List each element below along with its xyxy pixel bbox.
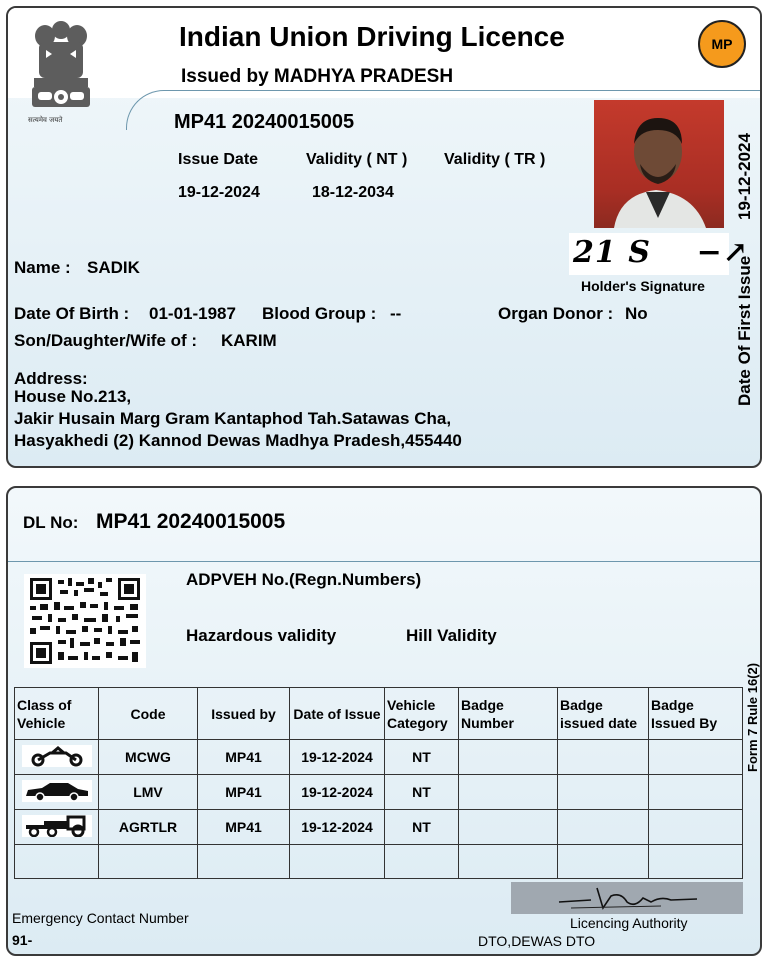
- dl-number: MP41 20240015005: [174, 111, 355, 133]
- relation-value: KARIM: [221, 331, 277, 350]
- code-cell: LMV: [99, 775, 198, 810]
- hazardous-validity-label: Hazardous validity: [186, 626, 337, 645]
- address-line-1: House No.213,: [14, 387, 132, 406]
- table-row: [15, 740, 743, 775]
- licence-front-card: [6, 6, 762, 468]
- licencing-authority-label: Licencing Authority: [570, 915, 688, 931]
- table-header: Badge Issued By: [649, 688, 743, 740]
- issued-by-cell: MP41: [198, 740, 290, 775]
- vehicle-category-cell: NT: [385, 740, 459, 775]
- badge-number-cell: [459, 810, 558, 845]
- address-label: Address:: [14, 369, 88, 388]
- code-cell: AGRTLR: [99, 810, 198, 845]
- motorcycle-icon: [22, 745, 92, 767]
- national-emblem-icon: [26, 16, 96, 120]
- date-of-issue-cell: 19-12-2024: [290, 810, 385, 845]
- date-of-issue-cell: 19-12-2024: [290, 775, 385, 810]
- dob-label: Date Of Birth :: [14, 304, 130, 323]
- issue-date-label: Issue Date: [178, 151, 259, 168]
- emergency-contact-label: Emergency Contact Number: [12, 910, 189, 926]
- validity-tr-label: Validity ( TR ): [444, 151, 546, 168]
- holder-signature-image: [569, 233, 749, 275]
- badge-date-cell: [558, 810, 649, 845]
- vehicle-category-cell: NT: [385, 810, 459, 845]
- qr-code: [24, 574, 146, 668]
- table-header: Date of Issue: [290, 688, 385, 740]
- adpveh-label: ADPVEH No.(Regn.Numbers): [186, 570, 422, 589]
- table-header: Badge issued date: [558, 688, 649, 740]
- licence-back-card: [6, 486, 762, 956]
- empty-cell: [290, 845, 385, 879]
- organ-donor-value: No: [625, 304, 648, 323]
- back-dl-number: MP41 20240015005: [96, 510, 286, 533]
- table-header: Class of Vehicle: [15, 688, 99, 740]
- badge-date-cell: [558, 775, 649, 810]
- vehicle-category-cell: NT: [385, 775, 459, 810]
- emblem-motto: सत्यमेव जयते: [28, 116, 63, 124]
- empty-cell: [198, 845, 290, 879]
- organ-donor-label: Organ Donor :: [498, 304, 614, 323]
- badge-number-cell: [459, 775, 558, 810]
- validity-nt-label: Validity ( NT ): [306, 151, 408, 168]
- badge-by-cell: [649, 775, 743, 810]
- dob-value: 01-01-1987: [149, 304, 236, 323]
- table-row: [15, 810, 743, 845]
- address-line-3: Hasyakhedi (2) Kannod Dewas Madhya Pradesh,455440: [14, 431, 462, 450]
- blood-group-value: --: [390, 304, 402, 323]
- validity-nt-value: 18-12-2034: [312, 184, 394, 201]
- empty-cell: [15, 845, 99, 879]
- tractor-icon: [22, 815, 92, 837]
- address-line-2: Jakir Husain Marg Gram Kantaphod Tah.Satawas Cha,: [14, 409, 452, 428]
- dl-number-label: DL No:: [23, 513, 79, 532]
- signature-scrawl: 21 S −↗: [573, 235, 749, 270]
- name-label: Name :: [14, 258, 71, 277]
- empty-cell: [99, 845, 198, 879]
- empty-cell: [558, 845, 649, 879]
- empty-cell: [649, 845, 743, 879]
- badge-date-cell: [558, 740, 649, 775]
- issue-date-value: 19-12-2024: [178, 184, 260, 201]
- code-cell: MCWG: [99, 740, 198, 775]
- table-header-row: [15, 688, 743, 740]
- vehicle-class-cell: [15, 775, 99, 810]
- holder-photo: [594, 100, 724, 228]
- hill-validity-label: Hill Validity: [406, 626, 497, 645]
- card-title: Indian Union Driving Licence: [179, 21, 565, 52]
- badge-by-cell: [649, 740, 743, 775]
- badge-by-cell: [649, 810, 743, 845]
- signature-label: Holder's Signature: [581, 278, 705, 294]
- badge-number-cell: [459, 740, 558, 775]
- empty-cell: [385, 845, 459, 879]
- table-row: [15, 775, 743, 810]
- issued-by-cell: MP41: [198, 810, 290, 845]
- empty-cell: [459, 845, 558, 879]
- emergency-contact-value: 91-: [12, 932, 33, 948]
- vehicle-class-table: [14, 687, 743, 879]
- vehicle-class-cell: [15, 810, 99, 845]
- table-row-empty: [15, 845, 743, 879]
- holder-name: SADIK: [87, 258, 140, 277]
- blood-group-label: Blood Group :: [262, 304, 377, 323]
- authority-signature-image: [511, 882, 743, 914]
- form-rule-label: Form 7 Rule 16(2): [745, 662, 760, 772]
- issued-by-cell: MP41: [198, 775, 290, 810]
- relation-label: Son/Daughter/Wife of :: [14, 331, 198, 350]
- table-header: Badge Number: [459, 688, 558, 740]
- issuing-state: Issued by MADHYA PRADESH: [181, 66, 454, 87]
- first-issue-label: Date Of First Issue: [735, 255, 754, 406]
- date-of-issue-cell: 19-12-2024: [290, 740, 385, 775]
- state-badge: MP: [698, 20, 746, 68]
- table-header: Issued by: [198, 688, 290, 740]
- table-header: Vehicle Category: [385, 688, 459, 740]
- vehicle-class-cell: [15, 740, 99, 775]
- table-header: Code: [99, 688, 198, 740]
- licencing-authority-value: DTO,DEWAS DTO: [478, 933, 596, 949]
- car-icon: [22, 780, 92, 802]
- first-issue-date: 19-12-2024: [735, 133, 754, 220]
